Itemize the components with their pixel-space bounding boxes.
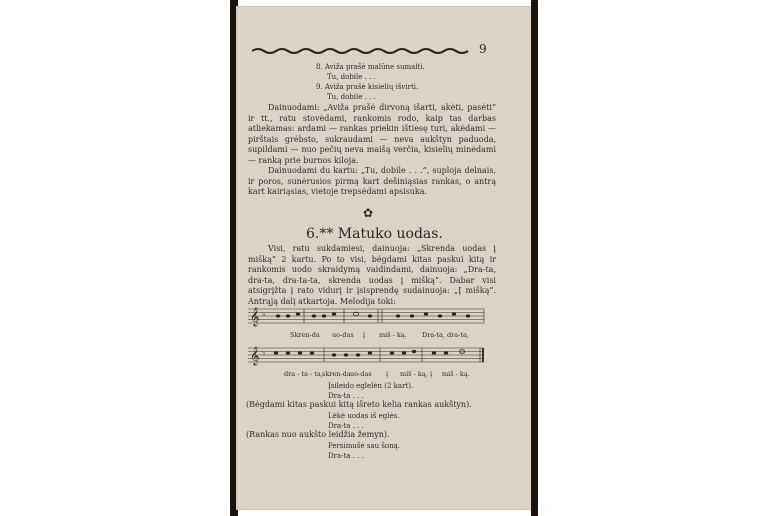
header-ornament [252, 47, 474, 55]
page-edge-right [531, 0, 538, 516]
book-page [236, 6, 532, 510]
music-staff-1 [248, 303, 488, 331]
verse-line: 9. Aviža prašė kisielių išvirti. [316, 83, 419, 91]
lyric: miš - ką. [379, 331, 407, 339]
svg-text:𝄞: 𝄞 [250, 307, 260, 326]
lyric: Dra-ta, dra-ta, [422, 331, 469, 339]
lyric: uo-das [350, 370, 372, 378]
svg-text:♭: ♭ [262, 349, 266, 357]
verse-line: Įsileido eglelėn (2 kart). [328, 382, 414, 390]
verse-line: Persimušė sau šoną. [328, 442, 401, 450]
verse-line: Tu, dobile . . . [327, 93, 376, 101]
verse-line: 8. Aviža prašė malūne sumalti. [316, 63, 425, 71]
page-number: 9 [479, 42, 487, 56]
lyric: uo-das [332, 331, 354, 339]
section-ornament: ✿ [363, 206, 374, 220]
lyric: į [386, 370, 389, 378]
music-staff-2 [248, 342, 488, 370]
verse-line: Tu, dobile . . . [327, 73, 376, 81]
paragraph: Dainuodami du kartu: „Tu, dobile . . .“, suploja delnais, ir poros, sunėrusios pirmą kart dešiniąsias rankas, o antrą kart kairiąsias, vietoje trepsėdami apsisuka. [248, 166, 496, 196]
stage-direction: (Bėgdami kitas paskui kitą išreto kelia rankas aukštyn). [246, 400, 472, 409]
paragraph: Dainuodami: „Aviža prašė dirvoną išarti, akėti, pasėti“ ir tt., ratu stovėdami, rankomis rodo, kaip tas darbas atliekamas: ardami — rankas priekin ištiesę turi, akėdami — pirštais grėbsto, sukraudami — neva aukštyn paduoda, supildami — nuo pečių neva maišą verčia, kisielių minėdami — ranką prie burnos kiloja. [248, 103, 496, 165]
verse-line: Dra-ta . . . [328, 422, 364, 430]
lyric: skren-da [322, 370, 351, 378]
lyric: miš - ką. [442, 370, 470, 378]
lyric: į [430, 370, 433, 378]
lyric: Skren-da [290, 331, 320, 339]
stage-direction: (Rankas nuo aukšto leidžia žemyn). [246, 430, 390, 439]
lyric: miš - ką, [400, 370, 428, 378]
verse-line: Dra-ta . . . [328, 452, 364, 460]
verse-line: Lėkė uodas iš eglės. [328, 412, 400, 420]
verse-line: Dra-ta . . . [328, 392, 364, 400]
lyric: į [363, 331, 366, 339]
section-title: 6.** Matuko uodas. [306, 226, 443, 242]
svg-text:𝄞: 𝄞 [250, 346, 260, 365]
paragraph: Visi, ratu sukdamiesi, dainuoja: „Skrenda uodas į mišką“ 2 kartu. Po to visi, bėgdami kitas paskui kitą ir rankomis uodo skraidymą vaidindami, dainuoja: „Dra-ta, dra-ta, dra-ta-ta, skrenda uodas į mišką“. Dabar visi atsigrįžta į rato vidurį ir įsisprendę sudainuoja: „Į mišką“. Antrąją dalį atkartoja. Melodija toki: [248, 244, 496, 306]
lyric: dra - ta - ta, [284, 370, 323, 378]
svg-text:♭: ♭ [262, 310, 266, 318]
